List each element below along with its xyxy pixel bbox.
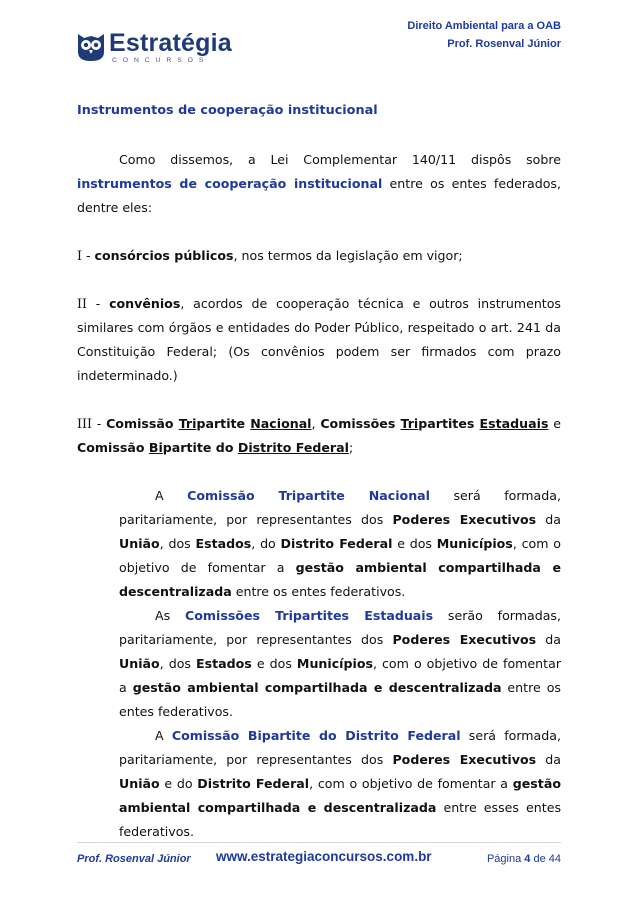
intro-paragraph [77,148,561,220]
footer-professor: Prof. Rosenval Júnior [77,853,191,865]
roman-numeral: III [77,416,92,431]
text: A [155,728,172,743]
text: e dos [392,536,437,551]
emphasis: Comissões [320,416,401,431]
footer-divider [77,842,561,843]
text: Como dissemos, a Lei Complementar 140/11 dispôs sobre [119,152,561,167]
emphasis: União [119,656,160,671]
emphasis: Distrito Federal [280,536,393,551]
estrategia-logo [76,28,236,68]
text: Página [486,853,525,865]
emphasis: Comissão [77,440,149,455]
text: As [155,608,185,623]
emphasis: partite [196,416,251,431]
text: , com o objetivo de fomentar a [309,776,513,791]
page-number [487,853,561,865]
emphasis: partite do [162,440,238,455]
text: , com o objetivo de fomentar a [119,656,561,695]
footer-website-link[interactable]: www.estrategiaconcursos.com.br [216,849,432,864]
text: , [311,416,321,431]
underline: Bi [148,440,163,455]
total-pages: 44 [548,853,561,865]
text: serão formadas, paritariamente, por representantes dos [119,608,561,647]
emphasis: União [119,536,160,551]
emphasis: gestão ambiental compartilhada e descentralizada [132,680,502,695]
emphasis: Municípios [436,536,513,551]
roman-numeral: II [77,296,87,311]
text: A [155,488,188,503]
underline: Nacional [250,416,312,431]
text: , nos termos da legislação em vigor; [233,248,463,263]
text: , dos [159,536,196,551]
underline: Distrito Federal [237,440,349,455]
roman-numeral: I [77,248,82,263]
page-footer [77,849,561,869]
emphasis: Poderes Executivos [392,632,537,647]
emphasis: gestão ambiental compartilhada e descentralizada [119,776,561,815]
paragraph-comissao-tripartite-nacional [119,484,561,604]
emphasis: Comissões Tripartites Estaduais [184,608,434,623]
text: - [86,296,110,311]
emphasis: Distrito Federal [197,776,310,791]
emphasis: consórcios públicos [94,248,234,263]
emphasis: partites [418,416,480,431]
text: , dos [159,656,197,671]
emphasis: Estados [196,656,252,671]
text: entre esses entes federativos. [119,800,561,839]
emphasis: Poderes Executivos [392,512,537,527]
emphasis: Estados [195,536,252,551]
text: ; [348,440,354,455]
paragraph-comissao-bipartite-df [119,724,561,844]
list-item-1 [77,244,561,268]
document-body [77,102,561,844]
header-info [407,17,561,53]
section-heading: Instrumentos de cooperação institucional [77,103,378,118]
text: , acordos de cooperação técnica e outros instrumentos similares com órgãos e entidades do Poder Público, respeitado o art. 241 da Constituição Federal; (Os convênios podem ser firmados com prazo indeterminado.) [77,296,561,383]
text: - [81,248,95,263]
text: e [548,416,561,431]
current-page: 4 [524,853,531,865]
text: - [91,416,107,431]
text: entre os entes federativos. [119,680,561,719]
text: e do [159,776,198,791]
emphasis: União [119,776,160,791]
text: entre os entes federativos. [231,584,406,599]
text: entre os entes federados, dentre eles: [77,176,562,215]
text: da [536,512,562,527]
paragraph-comissoes-tripartites-estaduais [119,604,561,724]
emphasis: Comissão Bipartite do Distrito Federal [171,728,461,743]
owl-logo-icon [76,30,106,62]
list-item-2 [77,292,561,388]
course-title: Direito Ambiental para a OAB [407,20,561,32]
text: da [536,632,562,647]
emphasis: gestão ambiental compartilhada e descentralizada [119,560,561,599]
text: e dos [251,656,297,671]
logo-wordmark: Estratégia [109,29,232,57]
emphasis: Comissão [106,416,179,431]
list-item-3 [77,412,561,460]
emphasis: Comissão Tripartite Nacional [187,488,430,503]
emphasis: instrumentos de cooperação institucional [77,176,383,191]
emphasis: Municípios [296,656,373,671]
underline: Tri [178,416,197,431]
emphasis: Poderes Executivos [392,752,537,767]
underline: Tri [400,416,419,431]
text: será formada, paritariamente, por representantes dos [119,728,561,767]
text: da [536,752,562,767]
text: de [530,853,549,865]
underline: Estaduais [479,416,549,431]
emphasis: convênios [109,296,181,311]
logo-subtitle: CONCURSOS [112,57,210,64]
text: , com o objetivo de fomentar a [119,536,561,575]
header-professor: Prof. Rosenval Júnior [447,38,561,50]
text: , do [251,536,281,551]
text: será formada, paritariamente, por representantes dos [119,488,561,527]
